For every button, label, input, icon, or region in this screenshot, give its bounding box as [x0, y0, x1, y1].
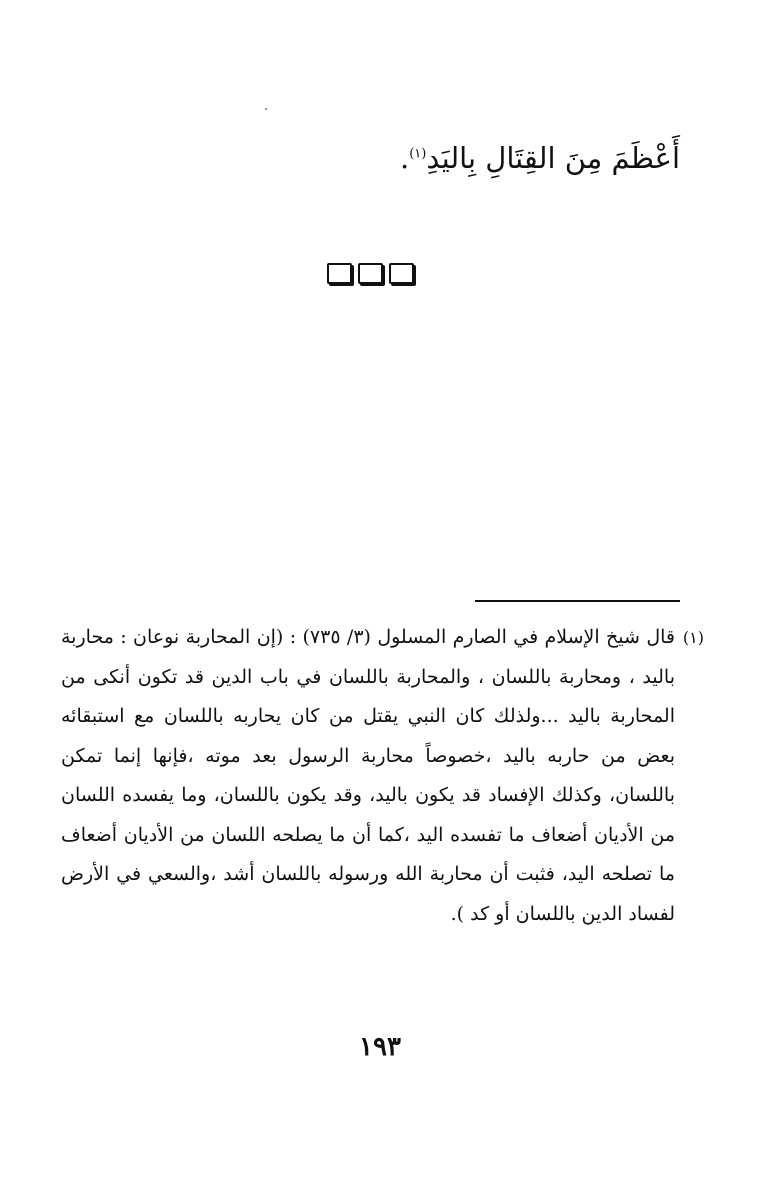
- speck: [265, 108, 267, 110]
- section-separator: [327, 263, 414, 284]
- footnote-reference: (١): [409, 146, 427, 162]
- footnote-marker: (١): [682, 628, 704, 647]
- main-text: أَعْظَمَ مِنَ القِتَالِ بِاليَدِ: [426, 141, 680, 175]
- separator-square-icon: [389, 263, 414, 284]
- end-mark: .: [399, 141, 410, 175]
- footnote-rule: [475, 600, 680, 602]
- page-number: ١٩٣: [359, 1032, 401, 1062]
- main-text-line: [400, 130, 680, 186]
- separator-square-icon: [327, 263, 352, 284]
- separator-square-icon: [358, 263, 383, 284]
- footnote-text: قال شيخ الإسلام في الصارم المسلول (٣/ ٧٣٥) : (إن المحاربة نوعان : محاربة باليد ، ومحاربة باللسان ، والمحاربة باللسان في باب الدين قد تكون أنكى من المحاربة باليد ...ولذلك كان النبي يقتل من كان يحاربه باللسان مع استبقائه بعض من حاربه باليد ،خصوصاً محاربة الرسول بعد موته ،فإنها إنما تمكن باللسان، وكذلك الإفساد قد يكون باليد، وقد يكون باللسان، وما يفسده اللسان من الأديان أضعاف ما تفسده اليد ،كما أن ما يصلحه اللسان من الأديان أضعاف ما تصلحه اليد، فثبت أن محاربة الله ورسوله باللسان أشد ،والسعي في الأرض لفساد الدين باللسان أو كد ).: [61, 626, 675, 925]
